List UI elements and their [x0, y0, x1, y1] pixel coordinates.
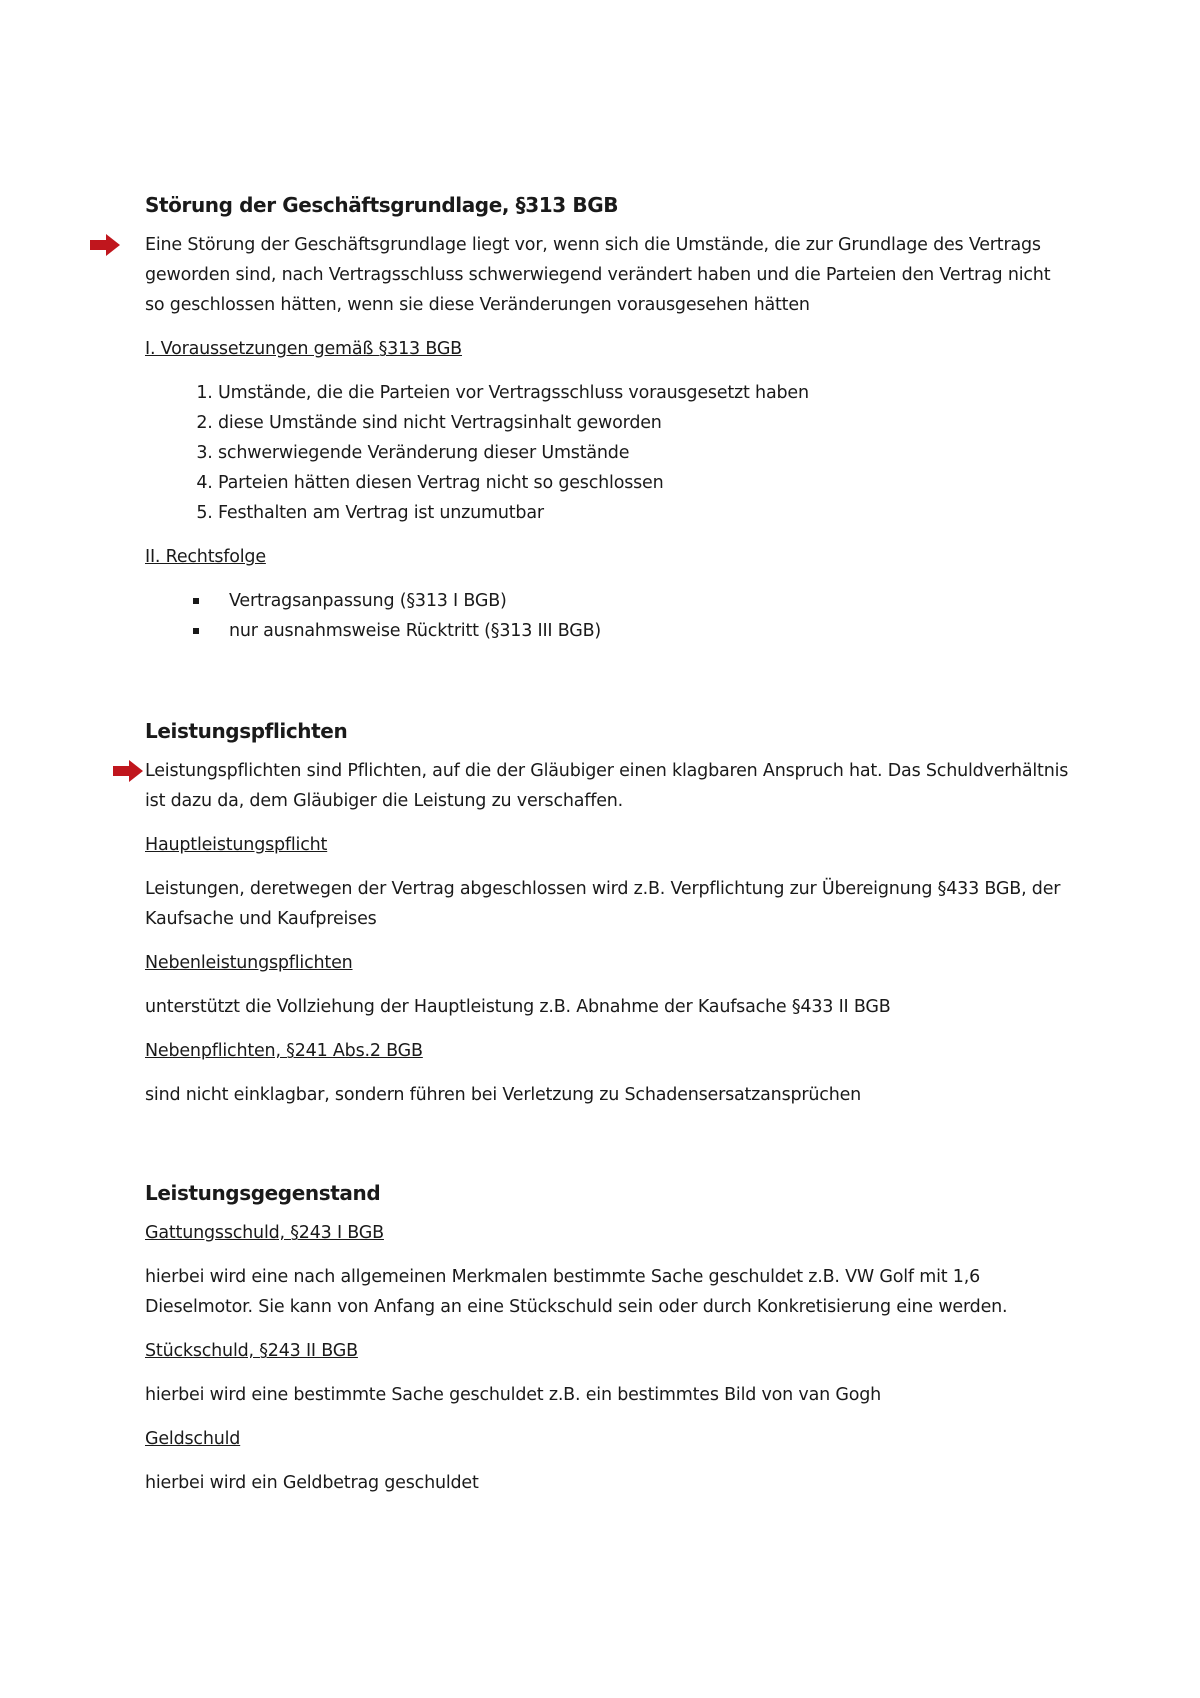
requirements-list	[145, 378, 1075, 528]
subheading-rechtsfolge: II. Rechtsfolge	[145, 547, 266, 567]
consequences-list	[145, 586, 1075, 646]
definition-text: unterstützt die Vollziehung der Hauptleistung z.B. Abnahme der Kaufsache §433 II BGB	[145, 997, 891, 1017]
definition-text: hierbei wird eine bestimmte Sache geschuldet z.B. ein bestimmtes Bild von van Gogh	[145, 1385, 882, 1405]
section-title-leistungspflichten: Leistungspflichten	[145, 719, 348, 743]
list-item: 3. schwerwiegende Veränderung dieser Umstände	[218, 438, 1075, 468]
right-arrow-icon	[111, 759, 145, 783]
definition-text: hierbei wird ein Geldbetrag geschuldet	[145, 1473, 479, 1493]
definition-text: sind nicht einklagbar, sondern führen bei Verletzung zu Schadensersatzansprüchen	[145, 1085, 862, 1105]
subheading-nebenpflichten: Nebenpflichten, §241 Abs.2 BGB	[145, 1041, 423, 1061]
subheading-nebenleistungspflichten: Nebenleistungspflichten	[145, 953, 353, 973]
list-item: 2. diese Umstände sind nicht Vertragsinhalt geworden	[218, 408, 1075, 438]
section-intro-paragraph	[145, 230, 1075, 320]
document-body	[145, 190, 1075, 1512]
list-item: Vertragsanpassung (§313 I BGB)	[145, 586, 1075, 616]
subheading-voraussetzungen: I. Voraussetzungen gemäß §313 BGB	[145, 339, 462, 359]
subheading-stueckschuld: Stückschuld, §243 II BGB	[145, 1341, 358, 1361]
list-item: 1. Umstände, die die Parteien vor Vertragsschluss vorausgesetzt haben	[218, 378, 1075, 408]
definition-text: hierbei wird eine nach allgemeinen Merkmalen bestimmte Sache geschuldet z.B. VW Golf mit 1,6 Dieselmotor. Sie kann von Anfang an eine Stückschuld sein oder durch Konkretisierung eine werden.	[145, 1267, 1008, 1317]
list-item: 4. Parteien hätten diesen Vertrag nicht so geschlossen	[218, 468, 1075, 498]
list-item: nur ausnahmsweise Rücktritt (§313 III BGB)	[145, 616, 1075, 646]
intro-text: Leistungspflichten sind Pflichten, auf die der Gläubiger einen klagbaren Anspruch hat. Das Schuldverhältnis ist dazu da, dem Gläubiger die Leistung zu verschaffen.	[145, 761, 1069, 811]
subheading-geldschuld: Geldschuld	[145, 1429, 241, 1449]
subheading-gattungsschuld: Gattungsschuld, §243 I BGB	[145, 1223, 384, 1243]
section-intro-paragraph	[145, 756, 1075, 816]
section-title-leistungsgegenstand: Leistungsgegenstand	[145, 1181, 381, 1205]
intro-text: Eine Störung der Geschäftsgrundlage liegt vor, wenn sich die Umstände, die zur Grundlage des Vertrags geworden sind, nach Vertragsschluss schwerwiegend verändert haben und die Parteien den Vertrag nicht so geschlossen hätten, wenn sie diese Veränderungen vorausgesehen hätten	[145, 235, 1051, 315]
subheading-hauptleistungspflicht: Hauptleistungspflicht	[145, 835, 328, 855]
definition-text: Leistungen, deretwegen der Vertrag abgeschlossen wird z.B. Verpflichtung zur Übereignung §433 BGB, der Kaufsache und Kaufpreises	[145, 879, 1061, 929]
right-arrow-icon	[88, 233, 122, 257]
list-item: 5. Festhalten am Vertrag ist unzumutbar	[218, 498, 1075, 528]
section-title-geschaeftsgrundlage: Störung der Geschäftsgrundlage, §313 BGB	[145, 193, 619, 217]
